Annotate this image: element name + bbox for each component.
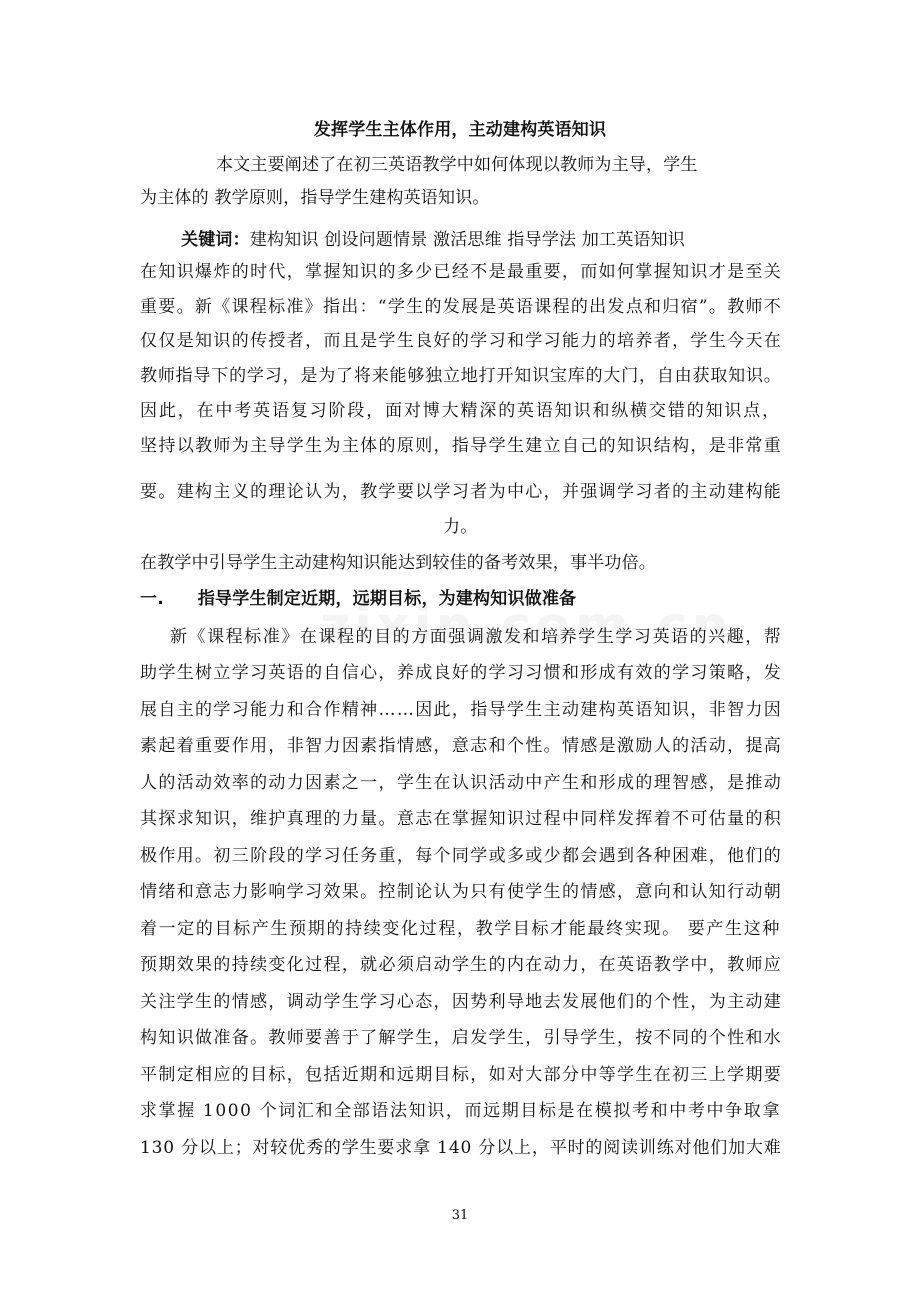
paragraph-line: 人的活动效率的动力因素之一，学生在认识活动中产生和形成的理智感，是推动 [140, 773, 783, 793]
paragraph-line: 在教学中引导学生主动建构知识能达到较佳的备考效果，事半功倍。 [140, 553, 656, 573]
paragraph-line: 力。 [443, 517, 478, 537]
paragraph-line: 求掌握 1000 个词汇和全部语法知识，而远期目标是在模拟考和中考中争取拿 [140, 1101, 781, 1121]
paragraph-line: 因此，在中考英语复习阶段，面对博大精深的英语知识和纵横交错的知识点， [140, 401, 781, 421]
paragraph-line: 新《课程标准》在课程的目的方面强调激发和培养学生学习英语的兴趣，帮 [170, 627, 783, 647]
paragraph-line: 素起着重要作用，非智力因素指情感，意志和个性。情感是激励人的活动，提高 [140, 736, 783, 756]
paragraph-line: 极作用。初三阶段的学习任务重，每个同学或多或少都会遇到各种困难，他们的 [140, 846, 783, 866]
paragraph-line: 其探求知识，维护真理的力量。意志在掌握知识过程中同样发挥着不可估量的积 [140, 809, 783, 829]
paragraph-line: 着一定的目标产生预期的持续变化过程，教学目标才能最终实现。 要产生这种 [140, 919, 781, 939]
paragraph-line: 助学生树立学习英语的自信心，养成良好的学习习惯和形成有效的学习策略，发 [140, 663, 783, 683]
paragraph-line: 构知识做准备。教师要善于了解学生，启发学生，引导学生，按不同的个性和水 [140, 1028, 783, 1048]
abstract-line: 为主体的 教学原则，指导学生建构英语知识。 [140, 188, 490, 208]
paragraph-line: 展自主的学习能力和合作精神……因此，指导学生主动建构英语知识，非智力因 [140, 700, 783, 720]
document-title: 发挥学生主体作用，主动建构英语知识 [313, 120, 607, 140]
section-title: 指导学生制定近期，远期目标，为建构知识做准备 [197, 589, 577, 609]
page-number: 31 [451, 1208, 469, 1223]
keywords-text: 建构知识 创设问题情景 激活思维 指导学法 加工英语知识 [249, 230, 686, 250]
paragraph-line: 要。建构主义的理论认为，教学要以学习者为中心，并强调学习者的主动建构能 [140, 482, 783, 502]
section-heading [140, 589, 576, 609]
paragraph-line: 在知识爆炸的时代，掌握知识的多少已经不是最重要，而如何掌握知识才是至关 [140, 262, 783, 282]
paragraph-line: 情绪和意志力影响学习效果。控制论认为只有使学生的情感，意向和认知行动朝 [140, 882, 783, 902]
paragraph-line: 仅仅是知识的传授者，而且是学生良好的学习和学习能力的培养者，学生今天在 [140, 331, 783, 351]
paragraph-line: 预期效果的持续变化过程，就必须启动学生的内在动力，在英语教学中，教师应 [140, 955, 783, 975]
keywords-label: 关键词： [181, 230, 250, 250]
paragraph-line: 坚持以教师为主导学生为主体的原则，指导学生建立自己的知识结构，是非常重 [140, 436, 783, 456]
abstract-line: 本文主要阐述了在初三英语教学中如何体现以教师为主导，学生 [216, 155, 698, 175]
keywords-line [181, 230, 685, 250]
paragraph-line: 教师指导下的学习，是为了将来能够独立地打开知识宝库的大门，自由获取知识。 [140, 366, 782, 386]
paragraph-line: 130 分以上；对较优秀的学生要求拿 140 分以上，平时的阅读训练对他们加大难 [140, 1138, 782, 1158]
paragraph-line: 平制定相应的目标，包括近期和远期目标，如对大部分中等学生在初三上学期要 [140, 1065, 783, 1085]
paragraph-line: 重要。新《课程标准》指出：“学生的发展是英语课程的出发点和归宿”。教师不 [140, 297, 783, 317]
section-number: 一. [140, 589, 164, 609]
paragraph-line: 关注学生的情感，调动学生学习心态，因势利导地去发展他们的个性，为主动建 [140, 992, 783, 1012]
